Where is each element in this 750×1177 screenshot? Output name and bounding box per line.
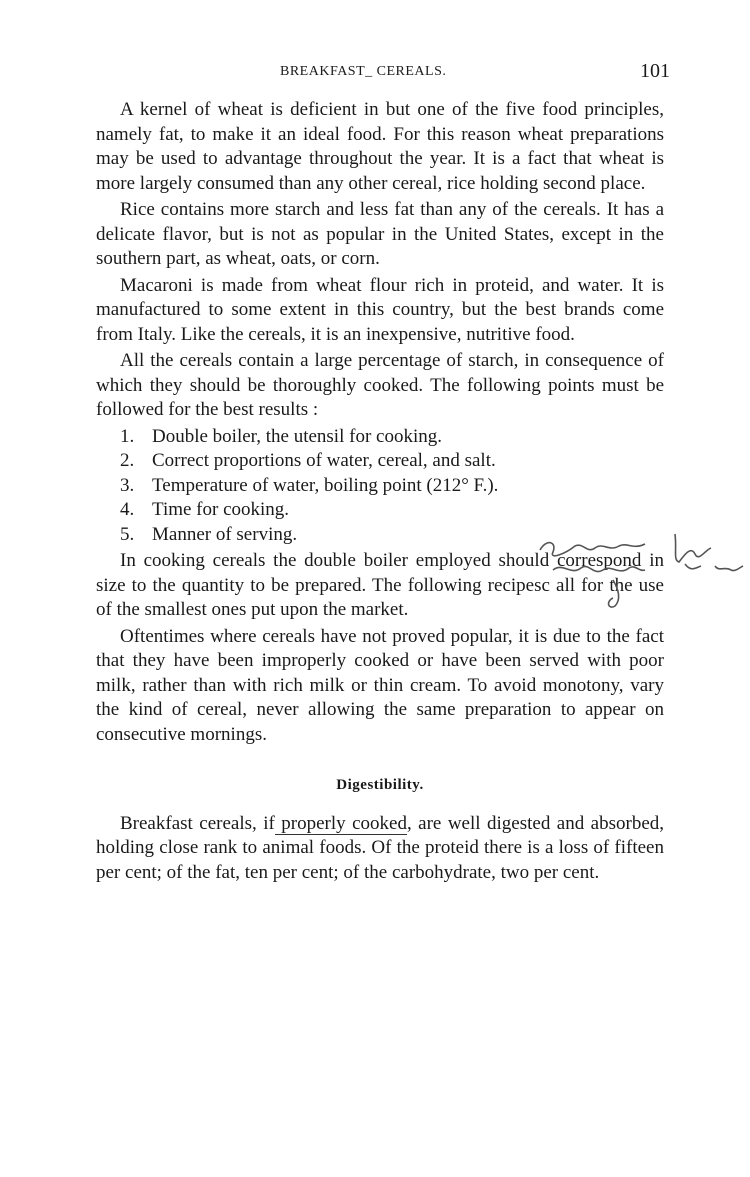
list-item [96,449,664,474]
paragraph-oftentimes: Oftentimes where cereals have not proved popular, it is due to the fact that they have been improperly cooked or have been served with poor milk, rather than with rich milk or thin cream. To avoid monotony, vary the kind of cereal, never allowing the same preparation to appear on consecutive mornings. [96,625,664,745]
list-item-number: 3. [120,474,135,496]
underlined-phrase: properly cooked [274,812,407,834]
body-text [96,98,664,887]
page-header [100,60,670,90]
list-item-number: 1. [120,425,135,447]
paragraph-double-boiler: In cooking cereals the double boiler employed should correspond in size to the quantity to be prepared. The following recipesc all for the use of the smallest ones put upon the market. [96,550,664,620]
list-item [96,498,664,523]
list-item-number: 5. [120,523,135,545]
list-item-text: Manner of serving. [152,523,298,545]
handwritten-annotation [535,520,747,610]
digestibility-text-start: Breakfast cereals, if [120,812,275,834]
list-item-text: Double boiler, the utensil for cooking. [152,425,442,447]
list-item-number: 4. [120,499,135,520]
paragraph-rice: Rice contains more starch and less fat than any of the cereals. It has a delicate flavor, but is not as popular in the United States, except in the southern part, as wheat, oats, or corn. [96,199,664,269]
list-item-text: Temperature of water, boiling point (212° F.). [152,474,499,496]
paragraph-macaroni: Macaroni is made from wheat flour rich in proteid, and water. It is manufactured to some extent in this country, but the best brands come from Italy. Like the cereals, it is an inexpensive, nutritive food. [96,274,664,345]
section-heading-digestibility: Digestibility. [336,777,424,793]
digestibility-text-end: , are well digested and absorbed, holding close rank to animal foods. Of the proteid there is a loss of fifteen per cent; of the fat, ten per cent; of the carbohydrate, two per cent. [96,812,665,883]
list-item-text: Time for cooking. [152,499,290,520]
list-item-number: 2. [120,450,135,471]
list-item-text: Correct proportions of water, cereal, and salt. [152,450,496,471]
paragraph-wheat: A kernel of wheat is deficient in but one of the five food principles, namely fat, to make it an ideal food. For this reason wheat preparations may be used to advantage throughout the year. It is a fact that wheat is more largely consumed than any other cereal, rice holding second place. [96,99,664,194]
list-item [96,425,664,450]
page-number: 101 [640,60,670,82]
paragraph-cereals-starch: All the cereals contain a large percentage of starch, in consequence of which they should be thoroughly cooked. The following points must be followed for the best results : [96,350,664,420]
running-head: BREAKFAST_ CEREALS. [280,64,447,79]
paragraph-digestibility [96,812,664,886]
list-item [96,474,664,499]
